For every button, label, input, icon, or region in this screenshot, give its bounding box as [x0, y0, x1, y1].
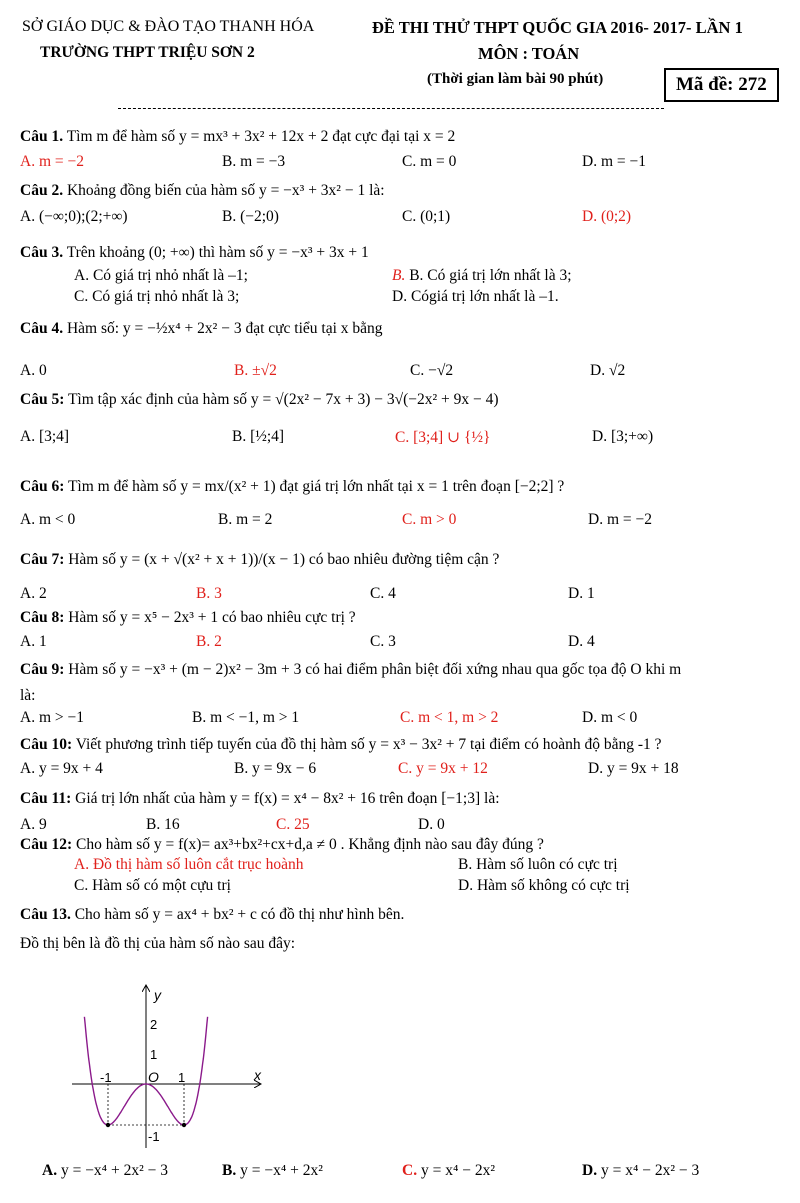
option-label: B. [222, 1162, 237, 1179]
q10-option-c[interactable]: C. y = 9x + 12 [398, 760, 488, 777]
tick-label: 2 [150, 1017, 158, 1032]
option-text: B. Có giá trị lớn nhất là 3; [409, 267, 572, 284]
q8-option-a[interactable]: A. 1 [20, 633, 47, 650]
q11-option-c[interactable]: C. 25 [276, 816, 310, 833]
q6-option-d[interactable]: D. m = −2 [588, 511, 652, 528]
question-label: Câu 8: [20, 609, 65, 626]
y-axis-label: y [154, 987, 161, 1003]
q7-option-a[interactable]: A. 2 [20, 585, 47, 602]
question-text: Viết phương trình tiếp tuyến của đồ thị hàm số y = x³ − 3x² + 7 tại điểm có hoành độ bằng -1 ? [75, 736, 662, 753]
q12-option-c[interactable]: C. Hàm số có một cựu trị [74, 877, 231, 894]
q12-option-b[interactable]: B. Hàm số luôn có cực trị [458, 856, 618, 873]
q11-option-b[interactable]: B. 16 [146, 816, 180, 833]
question-5 [20, 391, 499, 409]
q6-option-b[interactable]: B. m = 2 [218, 511, 273, 528]
q7-option-d[interactable]: D. 1 [568, 585, 595, 602]
q1-option-d[interactable]: D. m = −1 [582, 153, 646, 170]
question-label: Câu 4. [20, 320, 64, 337]
origin-label: O [148, 1069, 159, 1085]
x-axis-label: x [254, 1067, 261, 1083]
q5-option-c[interactable]: C. [3;4] ∪ {½} [395, 429, 491, 446]
q5-option-a[interactable]: A. [3;4] [20, 428, 70, 445]
question-text: Cho hàm số y = ax⁴ + bx² + c có đồ thị như hình bên. [74, 906, 405, 923]
q12-option-d[interactable]: D. Hàm số không có cực trị [458, 877, 630, 894]
q1-option-c[interactable]: C. m = 0 [402, 153, 457, 170]
q7-option-c[interactable]: C. 4 [370, 585, 396, 602]
question-text: Cho hàm số y = f(x)= ax³+bx²+cx+d,a ≠ 0 . Khẳng định nào sau đây đúng ? [75, 836, 544, 853]
q2-option-c[interactable]: C. (0;1) [402, 208, 451, 225]
exam-code: Mã đề: 272 [664, 68, 779, 102]
q4-option-b[interactable]: B. ±√2 [234, 362, 277, 379]
subject-title: MÔN : TOÁN [478, 44, 580, 63]
min-point [106, 1123, 110, 1127]
question-11 [20, 790, 500, 808]
q10-option-a[interactable]: A. y = 9x + 4 [20, 760, 103, 777]
question-text: Hàm số y = −x³ + (m − 2)x² − 3m + 3 có hai điểm phân biệt đối xứng nhau qua gốc tọa độ O khi m [68, 661, 682, 678]
option-text: y = −x⁴ + 2x² − 3 [60, 1162, 168, 1179]
question-9 [20, 661, 681, 679]
q9-option-b[interactable]: B. m < −1, m > 1 [192, 709, 300, 726]
q5-option-d[interactable]: D. [3;+∞) [592, 428, 654, 445]
option-label: D. [582, 1162, 598, 1179]
q4-option-a[interactable]: A. 0 [20, 362, 47, 379]
question-12 [20, 836, 544, 854]
q3-option-c[interactable]: C. Có giá trị nhỏ nhất là 3; [74, 288, 240, 305]
q4-option-c[interactable]: C. −√2 [410, 362, 454, 379]
q9-option-c[interactable]: C. m < 1, m > 2 [400, 709, 499, 726]
question-text: Khoảng đồng biến của hàm số y = −x³ + 3x² − 1 là: [66, 182, 385, 199]
option-label: C. [402, 1162, 418, 1179]
q5-option-b[interactable]: B. [½;4] [232, 428, 285, 445]
q13-option-c[interactable] [402, 1162, 495, 1180]
q10-option-b[interactable]: B. y = 9x − 6 [234, 760, 317, 777]
question-10 [20, 736, 662, 754]
exam-title: ĐỀ THI THỬ THPT QUỐC GIA 2016- 2017- LẦN 1 [372, 18, 743, 37]
q13-option-b[interactable] [222, 1162, 323, 1180]
department-name: SỞ GIÁO DỤC & ĐÀO TẠO THANH HÓA [22, 18, 315, 35]
q3-option-b[interactable]: B. B. Có giá trị lớn nhất là 3; [392, 267, 572, 284]
question-1 [20, 128, 455, 146]
tick-label: -1 [100, 1070, 112, 1085]
q6-option-c[interactable]: C. m > 0 [402, 511, 457, 528]
tick-label: -1 [148, 1129, 160, 1144]
q3-option-d[interactable]: D. Cógiá trị lớn nhất là –1. [392, 288, 559, 305]
question-text: Hàm số y = (x + √(x² + x + 1))/(x − 1) có bao nhiêu đường tiệm cận ? [68, 551, 500, 568]
q7-option-b[interactable]: B. 3 [196, 585, 222, 602]
q12-option-a[interactable]: A. Đồ thị hàm số luôn cắt trục hoành [74, 856, 304, 873]
q4-option-d[interactable]: D. √2 [590, 362, 626, 379]
question-label: Câu 7: [20, 551, 65, 568]
q8-option-d[interactable]: D. 4 [568, 633, 595, 650]
question-label: Câu 9: [20, 661, 65, 678]
exam-time: (Thời gian làm bài 90 phút) [427, 71, 604, 87]
question-text: Giá trị lớn nhất của hàm y = f(x) = x⁴ − 8x² + 16 trên đoạn [−1;3] là: [75, 790, 500, 807]
question-label: Câu 13. [20, 906, 71, 923]
q10-option-d[interactable]: D. y = 9x + 18 [588, 760, 679, 777]
question-label: Câu 5: [20, 391, 65, 408]
q13-option-a[interactable] [42, 1162, 168, 1180]
question-6 [20, 478, 564, 496]
question-text: Tìm m để hàm số y = mx/(x² + 1) đạt giá trị lớn nhất tại x = 1 trên đoạn [−2;2] ? [67, 478, 565, 495]
q8-option-c[interactable]: C. 3 [370, 633, 396, 650]
q2-option-a[interactable]: A. (−∞;0);(2;+∞) [20, 208, 128, 225]
question-label: Câu 3. [20, 244, 64, 261]
question-13-continued: Đồ thị bên là đồ thị của hàm số nào sau đây: [20, 935, 296, 952]
school-name: TRƯỜNG THPT TRIỆU SƠN 2 [40, 44, 255, 61]
option-text: A. m = −2 [20, 153, 84, 170]
question-label: Câu 12: [20, 836, 73, 853]
tick-label: 1 [150, 1047, 158, 1062]
function-graph [60, 978, 270, 1154]
question-4 [20, 320, 383, 338]
question-13 [20, 906, 404, 924]
question-label: Câu 6: [20, 478, 65, 495]
q1-option-a[interactable] [20, 153, 84, 171]
q9-option-a[interactable]: A. m > −1 [20, 709, 84, 726]
tick-label: 1 [178, 1070, 186, 1085]
question-text: Hàm số y = x⁵ − 2x³ + 1 có bao nhiêu cực trị ? [68, 609, 356, 626]
question-7 [20, 551, 499, 569]
q2-option-d[interactable]: D. (0;2) [582, 208, 632, 225]
question-text: Hàm số: y = −½x⁴ + 2x² − 3 đạt cực tiểu tại x bằng [66, 320, 383, 337]
q9-option-d[interactable]: D. m < 0 [582, 709, 638, 726]
q11-option-d[interactable]: D. 0 [418, 816, 445, 833]
q8-option-b[interactable]: B. 2 [196, 633, 222, 650]
question-3 [20, 244, 369, 262]
q3-option-a[interactable]: A. Có giá trị nhỏ nhất là –1; [74, 267, 248, 284]
header-divider [118, 108, 664, 109]
question-2 [20, 182, 385, 200]
question-label: Câu 2. [20, 182, 64, 199]
min-point [182, 1123, 186, 1127]
question-text: Trên khoảng (0; +∞) thì hàm số y = −x³ + 3x + 1 [66, 244, 369, 261]
q6-option-a[interactable]: A. m < 0 [20, 511, 76, 528]
option-text: y = x⁴ − 2x² [420, 1162, 495, 1179]
question-9-continued: là: [20, 687, 36, 704]
q13-option-d[interactable] [582, 1162, 699, 1180]
q1-option-b[interactable]: B. m = −3 [222, 153, 286, 170]
q2-option-b[interactable]: B. (−2;0) [222, 208, 279, 225]
question-text: Tìm tập xác định của hàm số y = √(2x² − 7x + 3) − 3√(−2x² + 9x − 4) [67, 391, 499, 408]
q11-option-a[interactable]: A. 9 [20, 816, 47, 833]
question-label: Câu 11: [20, 790, 72, 807]
option-label: A. [42, 1162, 58, 1179]
question-label: Câu 1. [20, 128, 64, 145]
question-8 [20, 609, 356, 627]
question-label: Câu 10: [20, 736, 73, 753]
option-text: y = x⁴ − 2x² − 3 [600, 1162, 700, 1179]
option-text: y = −x⁴ + 2x² [240, 1162, 323, 1179]
question-text: Tìm m để hàm số y = mx³ + 3x² + 12x + 2 đạt cực đại tại x = 2 [66, 128, 456, 145]
